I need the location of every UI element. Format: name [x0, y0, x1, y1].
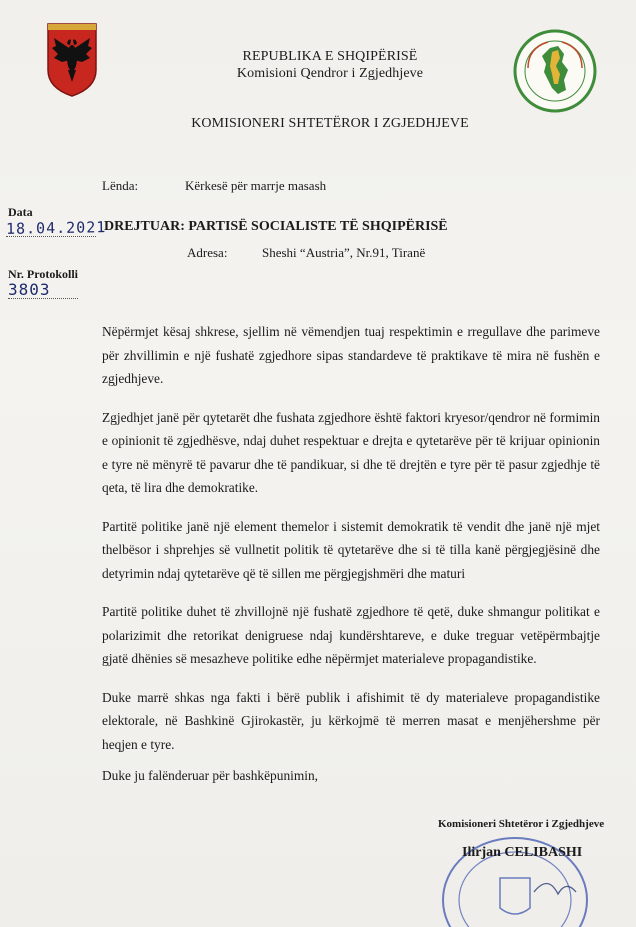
date-label: Data [8, 205, 33, 219]
addressee: DREJTUAR: PARTISË SOCIALISTE TË SHQIPËRISË [104, 219, 448, 234]
signature-title: Komisioneri Shtetëror i Zgjedhjeve [438, 818, 605, 830]
header-commission: Komisioni Qendror i Zgjedhjeve [236, 66, 424, 81]
protocol-underline [8, 298, 78, 299]
address-value: Sheshi “Austria”, Nr.91, Tiranë [262, 245, 426, 260]
letter-body [102, 320, 600, 771]
body-paragraph: Zgjedhjet janë për qytetarët dhe fushata zgjedhore është faktori kryesor/qendror në formimin e opinionit të zgjedhësve, ndaj duhet respektuar e drejta e qytetarëve për të krijuar opinionin e tyre në mënyrë të pavarur dhe të pandikuar, si dhe të drejtën e tyre për të pasur zgjedhje të qeta, të lira dhe demokratike. [102, 409, 600, 495]
protocol-label: Nr. Protokolli [8, 267, 79, 281]
official-stamp-icon [430, 822, 600, 927]
date-value: 18.04.2021 [5, 218, 107, 238]
closing-line: Duke ju falënderuar për bashkëpunimin, [102, 768, 319, 783]
subject-value: Kërkesë për marrje masash [185, 178, 327, 193]
address-label: Adresa: [187, 245, 228, 260]
date-underline [6, 236, 96, 237]
signature-name: Ilirjan CELIBASHI [462, 845, 583, 860]
subject-label: Lënda: [102, 178, 139, 193]
protocol-value: 3803 [8, 280, 51, 299]
body-paragraph: Partitë politike janë një element themelor i sistemit demokratik të vendit dhe janë një mjet thelbësor i shprehjes së vullnetit politik të qytetarëve dhe si të tilla kanë përgjegjësinë dhe detyrimin ndaj qytetarëve që të sillen me përgjegjshmëri dhe maturi [102, 518, 600, 581]
header-country: REPUBLIKA E SHQIPËRISË [242, 49, 418, 64]
body-paragraph: Nëpërmjet kësaj shkrese, sjellim në vëmendjen tuaj respektimin e rregullave dhe parimeve për zhvillimin e një fushatë zgjedhore sipas standardeve të praktikave të mira në fushën e zgjedhjeve. [102, 324, 600, 386]
body-paragraph: Partitë politike duhet të zhvillojnë një fushatë zgjedhore të qetë, duke shmangur politikat e polarizimit dhe retorikat denigruese ndaj kundërshtareve, e duke treguar vetëpërmbajtje gjatë dhënies së mesazheve politike edhe nëpërmjet materialeve propagandistike. [102, 604, 600, 666]
header-commissioner: KOMISIONERI SHTETËROR I ZGJEDHJEVE [191, 116, 469, 131]
body-paragraph: Duke marrë shkas nga fakti i bërë publik i afishimit të dy materialeve propagandistike elektorale, në Bashkinë Gjirokastër, ju kërkojmë të merren masat e menjëhershme për heqjen e tyre. [102, 689, 600, 752]
